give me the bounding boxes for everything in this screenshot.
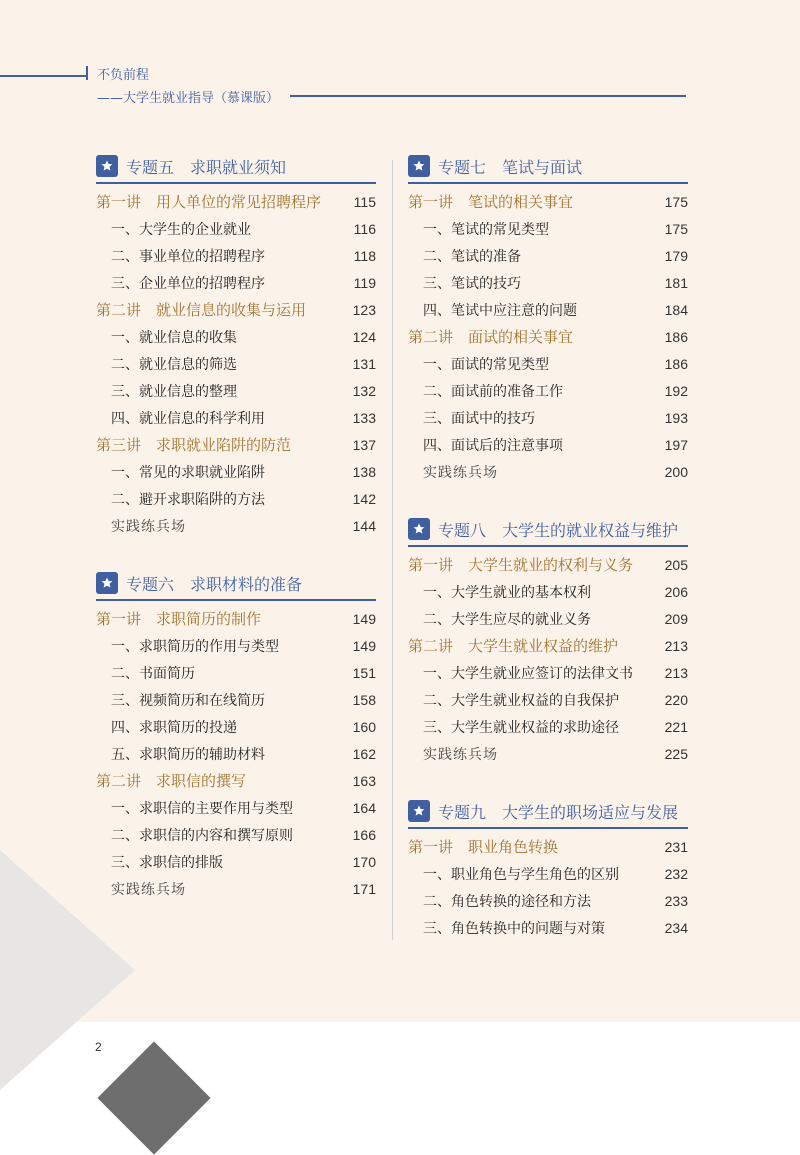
toc-item-page: 124 bbox=[352, 328, 376, 345]
lecture-entry-title: 第三讲 求职就业陷阱的防范 bbox=[96, 436, 292, 454]
toc-item-page: 209 bbox=[664, 610, 688, 627]
toc-item[interactable] bbox=[96, 485, 376, 512]
toc-item[interactable] bbox=[408, 686, 688, 713]
toc-item-page: 138 bbox=[352, 463, 376, 480]
practice-entry[interactable] bbox=[96, 875, 376, 902]
practice-entry[interactable] bbox=[408, 458, 688, 485]
toc-item-page: 233 bbox=[664, 892, 688, 909]
topic-title: 专题九 大学生的职场适应与发展 bbox=[438, 802, 679, 822]
column-divider bbox=[392, 160, 393, 940]
toc-item-page: 170 bbox=[352, 853, 376, 870]
header-rule-left bbox=[0, 75, 86, 77]
toc-item-page: 162 bbox=[352, 745, 376, 762]
toc-item-title: 三、就业信息的整理 bbox=[111, 383, 237, 400]
toc-item-page: 232 bbox=[664, 865, 688, 882]
toc-item-title: 四、求职简历的投递 bbox=[111, 719, 237, 736]
toc-item[interactable] bbox=[408, 350, 688, 377]
toc-item-title: 一、职业角色与学生角色的区别 bbox=[423, 866, 619, 883]
practice-entry-title: 实践练兵场 bbox=[423, 464, 498, 481]
lecture-entry[interactable] bbox=[96, 188, 376, 215]
toc-item[interactable] bbox=[408, 887, 688, 914]
toc-item-page: 221 bbox=[664, 718, 688, 735]
toc-item-page: 192 bbox=[664, 382, 688, 399]
toc-item-title: 三、大学生就业权益的求助途径 bbox=[423, 719, 619, 736]
toc-item-page: 151 bbox=[352, 664, 376, 681]
star-icon bbox=[96, 155, 118, 177]
toc-item[interactable] bbox=[408, 914, 688, 941]
topic-spacer bbox=[408, 485, 688, 513]
toc-item-page: 206 bbox=[664, 583, 688, 600]
topic-title: 专题八 大学生的就业权益与维护 bbox=[438, 520, 679, 540]
lecture-entry-title: 第二讲 大学生就业权益的维护 bbox=[408, 637, 619, 655]
topic-title: 专题五 求职就业须知 bbox=[126, 157, 287, 177]
page-number: 2 bbox=[95, 1040, 102, 1054]
toc-item-title: 二、避开求职陷阱的方法 bbox=[111, 491, 265, 508]
toc-item-title: 三、企业单位的招聘程序 bbox=[111, 275, 265, 292]
book-subtitle: ——大学生就业指导（慕课版） bbox=[97, 91, 280, 106]
toc-item-title: 四、面试后的注意事项 bbox=[423, 437, 563, 454]
lecture-entry-page: 205 bbox=[664, 556, 688, 573]
toc-item[interactable] bbox=[408, 860, 688, 887]
toc-item[interactable] bbox=[96, 458, 376, 485]
toc-item-title: 二、笔试的准备 bbox=[423, 248, 521, 265]
toc-item-title: 二、就业信息的筛选 bbox=[111, 356, 237, 373]
toc-item-title: 二、面试前的准备工作 bbox=[423, 383, 563, 400]
lecture-entry[interactable] bbox=[408, 833, 688, 860]
toc-item[interactable] bbox=[96, 794, 376, 821]
lecture-entry[interactable] bbox=[408, 323, 688, 350]
star-icon bbox=[408, 518, 430, 540]
lecture-entry-title: 第一讲 大学生就业的权利与义务 bbox=[408, 556, 634, 574]
toc-item-title: 一、大学生就业应签订的法律文书 bbox=[423, 665, 633, 682]
lecture-entry[interactable] bbox=[96, 767, 376, 794]
toc-item[interactable] bbox=[96, 686, 376, 713]
toc-item-page: 118 bbox=[353, 247, 376, 264]
topic-spacer bbox=[408, 767, 688, 795]
toc-item[interactable] bbox=[408, 296, 688, 323]
toc-item[interactable] bbox=[96, 242, 376, 269]
topic-header bbox=[408, 795, 688, 829]
lecture-entry-title: 第二讲 面试的相关事宜 bbox=[408, 328, 574, 346]
toc-item-page: 116 bbox=[353, 220, 376, 237]
lecture-entry-title: 第一讲 用人单位的常见招聘程序 bbox=[96, 193, 322, 211]
practice-entry[interactable] bbox=[408, 740, 688, 767]
toc-item[interactable] bbox=[408, 659, 688, 686]
toc-right-column bbox=[408, 150, 688, 941]
toc-item-title: 一、常见的求职就业陷阱 bbox=[111, 464, 265, 481]
toc-item-page: 132 bbox=[352, 382, 376, 399]
lecture-entry-page: 231 bbox=[664, 838, 688, 855]
toc-item[interactable] bbox=[96, 740, 376, 767]
toc-item-page: 175 bbox=[664, 220, 688, 237]
lecture-entry-page: 149 bbox=[352, 610, 376, 627]
toc-item-page: 184 bbox=[664, 301, 688, 318]
toc-item-page: 158 bbox=[352, 691, 376, 708]
toc-item[interactable] bbox=[96, 350, 376, 377]
lecture-entry-page: 115 bbox=[353, 193, 376, 210]
toc-item-page: 179 bbox=[664, 247, 688, 264]
toc-item-title: 三、求职信的排版 bbox=[111, 854, 223, 871]
toc-item[interactable] bbox=[96, 848, 376, 875]
toc-item-page: 142 bbox=[352, 490, 376, 507]
toc-item-page: 234 bbox=[664, 919, 688, 936]
toc-item-title: 二、大学生应尽的就业义务 bbox=[423, 611, 591, 628]
toc-item[interactable] bbox=[96, 215, 376, 242]
topic-title: 专题六 求职材料的准备 bbox=[126, 574, 303, 594]
practice-entry-page: 225 bbox=[664, 745, 688, 762]
lecture-entry-page: 175 bbox=[664, 193, 688, 210]
lecture-entry-title: 第二讲 就业信息的收集与运用 bbox=[96, 301, 307, 319]
toc-item-title: 一、笔试的常见类型 bbox=[423, 221, 549, 238]
toc-item[interactable] bbox=[96, 404, 376, 431]
toc-item[interactable] bbox=[96, 323, 376, 350]
toc-item-page: 181 bbox=[664, 274, 688, 291]
book-title: 不负前程 bbox=[97, 68, 150, 83]
practice-entry-page: 171 bbox=[352, 880, 376, 897]
topic-header bbox=[96, 150, 376, 184]
toc-item[interactable] bbox=[96, 632, 376, 659]
practice-entry-page: 144 bbox=[352, 517, 376, 534]
practice-entry-title: 实践练兵场 bbox=[423, 746, 498, 763]
toc-item-page: 197 bbox=[664, 436, 688, 453]
toc-item-title: 一、大学生就业的基本权利 bbox=[423, 584, 591, 601]
lecture-entry-page: 186 bbox=[664, 328, 688, 345]
lecture-entry-page: 137 bbox=[352, 436, 376, 453]
practice-entry-title: 实践练兵场 bbox=[111, 881, 186, 898]
lecture-entry-page: 163 bbox=[352, 772, 376, 789]
toc-item[interactable] bbox=[96, 269, 376, 296]
topic-header bbox=[408, 150, 688, 184]
toc-item[interactable] bbox=[408, 713, 688, 740]
lecture-entry[interactable] bbox=[96, 605, 376, 632]
star-icon bbox=[408, 800, 430, 822]
toc-item[interactable] bbox=[408, 377, 688, 404]
toc-item-title: 一、大学生的企业就业 bbox=[111, 221, 251, 238]
toc-item-title: 一、求职简历的作用与类型 bbox=[111, 638, 279, 655]
toc-item-title: 一、面试的常见类型 bbox=[423, 356, 549, 373]
toc-item-title: 三、笔试的技巧 bbox=[423, 275, 521, 292]
lecture-entry[interactable] bbox=[408, 188, 688, 215]
toc-item[interactable] bbox=[96, 821, 376, 848]
toc-item-page: 160 bbox=[352, 718, 376, 735]
toc-item-title: 二、书面简历 bbox=[111, 665, 195, 682]
toc-item-page: 119 bbox=[353, 274, 376, 291]
toc-item-page: 220 bbox=[664, 691, 688, 708]
toc-item-page: 193 bbox=[664, 409, 688, 426]
toc-item-page: 213 bbox=[664, 664, 688, 681]
lecture-entry-page: 213 bbox=[664, 637, 688, 654]
toc-left-column bbox=[96, 150, 376, 902]
lecture-entry[interactable] bbox=[408, 551, 688, 578]
toc-item[interactable] bbox=[96, 377, 376, 404]
toc-item-title: 二、角色转换的途径和方法 bbox=[423, 893, 591, 910]
toc-item-page: 164 bbox=[352, 799, 376, 816]
practice-entry-page: 200 bbox=[664, 463, 688, 480]
toc-item-page: 133 bbox=[352, 409, 376, 426]
toc-item-title: 三、面试中的技巧 bbox=[423, 410, 535, 427]
toc-item[interactable] bbox=[408, 431, 688, 458]
toc-item[interactable] bbox=[408, 242, 688, 269]
header-rule-right bbox=[290, 95, 686, 97]
lecture-entry-title: 第二讲 求职信的撰写 bbox=[96, 772, 247, 790]
star-icon bbox=[96, 572, 118, 594]
toc-item-title: 二、求职信的内容和撰写原则 bbox=[111, 827, 293, 844]
toc-item[interactable] bbox=[408, 605, 688, 632]
lecture-entry[interactable] bbox=[408, 632, 688, 659]
header-tick bbox=[86, 66, 88, 80]
toc-item[interactable] bbox=[408, 404, 688, 431]
toc-item-page: 186 bbox=[664, 355, 688, 372]
toc-item-title: 三、角色转换中的问题与对策 bbox=[423, 920, 605, 937]
toc-item-title: 四、笔试中应注意的问题 bbox=[423, 302, 577, 319]
lecture-entry-page: 123 bbox=[352, 301, 376, 318]
topic-spacer bbox=[96, 539, 376, 567]
lecture-entry-title: 第一讲 职业角色转换 bbox=[408, 838, 559, 856]
toc-item[interactable] bbox=[96, 713, 376, 740]
lecture-entry-title: 第一讲 笔试的相关事宜 bbox=[408, 193, 574, 211]
toc-item-title: 三、视频简历和在线简历 bbox=[111, 692, 265, 709]
star-icon bbox=[408, 155, 430, 177]
toc-item-title: 一、就业信息的收集 bbox=[111, 329, 237, 346]
topic-header bbox=[408, 513, 688, 547]
toc-item-title: 四、就业信息的科学利用 bbox=[111, 410, 265, 427]
lecture-entry[interactable] bbox=[96, 431, 376, 458]
toc-item-title: 五、求职简历的辅助材料 bbox=[111, 746, 265, 763]
topic-header bbox=[96, 567, 376, 601]
lecture-entry-title: 第一讲 求职简历的制作 bbox=[96, 610, 262, 628]
toc-item-page: 149 bbox=[352, 637, 376, 654]
practice-entry-title: 实践练兵场 bbox=[111, 518, 186, 535]
toc-item[interactable] bbox=[96, 659, 376, 686]
lecture-entry[interactable] bbox=[96, 296, 376, 323]
toc-item-page: 131 bbox=[352, 355, 376, 372]
toc-item[interactable] bbox=[408, 269, 688, 296]
toc-item[interactable] bbox=[408, 215, 688, 242]
toc-item-title: 二、大学生就业权益的自我保护 bbox=[423, 692, 619, 709]
practice-entry[interactable] bbox=[96, 512, 376, 539]
toc-item[interactable] bbox=[408, 578, 688, 605]
toc-item-page: 166 bbox=[352, 826, 376, 843]
toc-item-title: 二、事业单位的招聘程序 bbox=[111, 248, 265, 265]
topic-title: 专题七 笔试与面试 bbox=[438, 157, 583, 177]
toc-item-title: 一、求职信的主要作用与类型 bbox=[111, 800, 293, 817]
